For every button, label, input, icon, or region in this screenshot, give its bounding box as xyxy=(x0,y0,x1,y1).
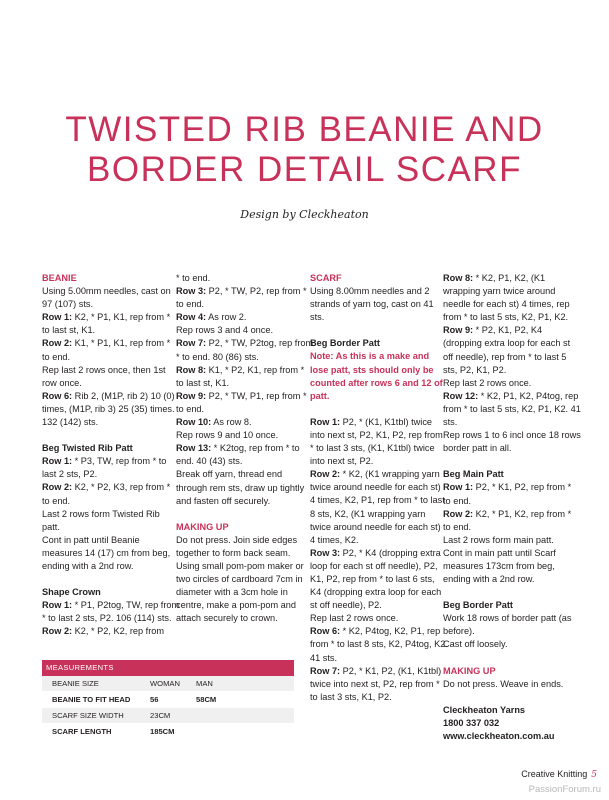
beanie-row-1: Row 1: K2, * P1, K1, rep from * to last st, K1. xyxy=(42,312,171,336)
beanie-row-6: Row 6: Rib 2, (M1P, rib 2) 10 (0) times, (M1P, rib 3) 25 (35) times. 132 (142) sts. xyxy=(42,390,175,428)
section-heading-making-up-scarf: MAKING UP xyxy=(443,665,496,676)
scarf-row-1: Row 1: P2, * (K1, K1tbl) twice into next st, P2, K1, P2, rep from * to last 3 sts, (K1, K1tbl) twice into next st, P2. xyxy=(310,416,443,467)
shape-crown-heading: Shape Crown xyxy=(42,587,101,598)
crown-row-13: Row 13: * K2tog, rep from * to end. 40 (43) sts. xyxy=(176,443,300,467)
making-up-scarf-text: Do not press. Weave in ends. xyxy=(443,678,564,689)
border-patt-heading-2: Beg Border Patt xyxy=(443,600,513,611)
column-scarf xyxy=(310,272,448,704)
brand-phone: 1800 337 032 xyxy=(443,717,500,728)
brand-name: Cleckheaton Yarns xyxy=(443,704,526,715)
crown-row-8: Row 8: K1, * P2, K1, rep from * to last st, K1. xyxy=(176,364,305,388)
border-patt-heading: Beg Border Patt xyxy=(310,338,380,349)
border-patt-text: Work 18 rows of border patt (as before). xyxy=(443,613,572,637)
page-footer xyxy=(521,769,597,780)
table-row: SCARF SIZE WIDTH 23CM xyxy=(42,708,294,724)
main-row-1: Row 1: P2, * K1, P2, rep from * to end. xyxy=(443,482,572,506)
crown-rep-9-10: Rep rows 9 and 10 once. xyxy=(176,430,279,441)
making-up-beanie-text: Do not press. Join side edges together to form back seam. Using small pom-pom maker or two circles of cardboard 7cm in diameter with a 3cm hole in centre, make a pom-pom and attach securely to crown. xyxy=(176,534,304,624)
scarf-rep-rows: Rep rows 1 to 6 incl once 18 rows border patt in all. xyxy=(443,430,581,454)
beanie-intro: Using 5.00mm needles, cast on 97 (107) sts. xyxy=(42,286,171,310)
page-number: 5 xyxy=(591,770,597,780)
twisted-row-2: Row 2: K2, * P2, K3, rep from * to end. xyxy=(42,482,171,506)
scarf-row-2: Row 2: * K2, (K1 wrapping yarn twice around needle for each st) 4 times, K2, P1, rep from * to last 8 sts, K2, (K1 wrapping yarn twice around needle for each st) 4 times, K2. xyxy=(310,469,445,545)
measurements-heading: MEASUREMENTS xyxy=(42,660,294,676)
scarf-intro: Using 8.00mm needles and 2 strands of yarn tog, cast on 41 sts. xyxy=(310,286,434,323)
scarf-row-9: Row 9: * P2, K1, P2, K4 (dropping extra loop for each st off needle), rep from * to last 5 sts, P2, K1, P2. xyxy=(443,325,571,375)
main-patt-heading: Beg Main Patt xyxy=(443,469,504,480)
main-form: Last 2 rows form main patt. xyxy=(443,534,554,545)
main-cont: Cont in main patt until Scarf measures 173cm from beg, ending with a 2nd row. xyxy=(443,547,556,585)
cast-off-text: Cast off loosely. xyxy=(443,639,508,650)
section-heading-making-up-beanie: MAKING UP xyxy=(176,521,229,532)
crown-row-9: Row 9: P2, * TW, P1, rep from * to end. xyxy=(176,390,307,414)
column-beanie xyxy=(42,272,180,638)
crown-row-4: Row 4: As row 2. xyxy=(176,312,247,323)
scarf-note: Note: As this is a make and lose patt, sts should only be counted after rows 6 and 12 of patt. xyxy=(310,351,443,401)
byline: Design by Cleckheaton xyxy=(240,208,369,221)
crown-row-1: Row 1: * P1, P2tog, TW, rep from * to last 2 sts, P2. 106 (114) sts. xyxy=(42,600,180,624)
table-row: BEANIE SIZE WOMAN MAN xyxy=(42,676,294,692)
magazine-name: Creative Knitting xyxy=(521,769,588,779)
crown-row-2: Row 2: K2, * P2, K2, rep from xyxy=(42,626,165,637)
measurements-table xyxy=(42,660,294,740)
title-line-2: BORDER DETAIL SCARF xyxy=(87,150,522,189)
brand-url[interactable]: www.cleckheaton.com.au xyxy=(443,730,555,741)
section-heading-scarf: SCARF xyxy=(310,273,342,283)
main-row-2: Row 2: K2, * P1, K2, rep from * to end. xyxy=(443,508,572,532)
column-scarf-cont xyxy=(443,272,581,743)
break-off-text: Break off yarn, thread end through rem sts, draw up tightly and fasten off securely. xyxy=(176,469,305,506)
table-row: SCARF LENGTH 185CM xyxy=(42,724,294,740)
page-title xyxy=(0,110,609,190)
watermark: PassionForum.ru xyxy=(528,784,601,795)
crown-rep-3-4: Rep rows 3 and 4 once. xyxy=(176,325,274,336)
scarf-rep-last-2: Rep last 2 rows once. xyxy=(310,613,399,624)
twisted-rib-heading: Beg Twisted Rib Patt xyxy=(42,443,133,454)
scarf-row-3: Row 3: P2, * K4 (dropping extra loop for each st off needle), P2, K1, P2, rep from * to last 6 sts, K4 (dropping extra loop for each st off needle), P2. xyxy=(310,547,442,611)
section-heading-beanie: BEANIE xyxy=(42,273,77,283)
crown-row-2-cont: * to end. xyxy=(176,273,211,283)
scarf-rep-last-2-b: Rep last 2 rows once. xyxy=(443,377,532,388)
twisted-cont: Cont in patt until Beanie measures 14 (17) cm from beg, ending with a 2nd row. xyxy=(42,534,171,571)
twisted-form: Last 2 rows form Twisted Rib patt. xyxy=(42,508,160,532)
scarf-row-6: Row 6: * K2, P4tog, K2, P1, rep from * to last 8 sts, K2, P4tog, K2. 41 sts. xyxy=(310,626,448,663)
scarf-row-7: Row 7: P2, * K1, P2, (K1, K1tbl) twice into next st, P2, rep from * to last 3 sts, K1, P2. xyxy=(310,665,442,702)
beanie-row-2: Row 2: K1, * P1, K1, rep from * to end. xyxy=(42,338,171,362)
crown-row-10: Row 10: As row 8. xyxy=(176,417,252,428)
column-beanie-cont xyxy=(176,272,314,625)
scarf-row-12: Row 12: * K2, P1, K2, P4tog, rep from * to last 5 sts, K2, P1, K2. 41 sts. xyxy=(443,390,581,428)
title-line-1: TWISTED RIB BEANIE AND xyxy=(65,110,544,149)
table-row: BEANIE TO FIT HEAD 56 58CM xyxy=(42,692,294,708)
twisted-row-1: Row 1: * P3, TW, rep from * to last 2 sts, P2. xyxy=(42,456,167,480)
scarf-row-8: Row 8: * K2, P1, K2, (K1 wrapping yarn twice around needle for each st) 4 times, rep from * to last 5 sts, K2, P1, K2. xyxy=(443,273,570,323)
crown-row-7: Row 7: P2, * TW, P2tog, rep from * to end. 80 (86) sts. xyxy=(176,338,314,362)
crown-row-3: Row 3: P2, * TW, P2, rep from * to end. xyxy=(176,286,307,310)
beanie-rep: Rep last 2 rows once, then 1st row once. xyxy=(42,364,166,388)
